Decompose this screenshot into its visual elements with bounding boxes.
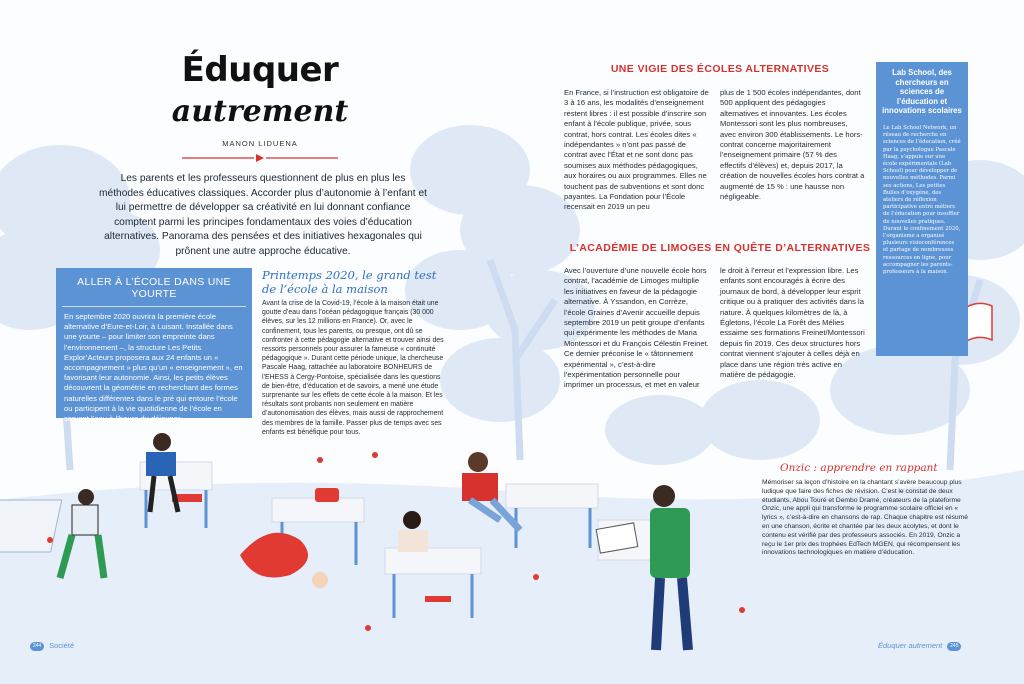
page-number-right: 245 — [947, 642, 961, 651]
onzic-title: Onzic : apprendre en rappant — [780, 462, 938, 474]
limoges-column-2: le droit à l’erreur et l’expression libre. Les enfants sont encouragés à écrire des journaux de bord, à développer leur esprit critique ou à pratiquer des activités dans la nature. À quelques kilomètres de là, à Égletons, l’école La Forêt des Mélies essaime ses formations Freinet/Montessori depuis fin 2019. Ces deux structures hors contrat viennent s’ajouter à celles déjà en place dans une région très active en matière de pédagogie. — [720, 266, 865, 380]
vigie-heading: UNE VIGIE DES ÉCOLES ALTERNATIVES — [610, 63, 830, 75]
yourte-sidebar-box — [56, 268, 252, 424]
labschool-sidebar-box — [876, 62, 968, 356]
section-label: Société — [49, 641, 75, 650]
folio-right — [878, 641, 964, 651]
intro-paragraph: Les parents et les professeurs questionnent de plus en plus les méthodes éducatives classiques. Accorder plus d’autonomie à l’enfant et lui permettre de développer sa créativité en lui donnant confiance comptent parmi les principes fondamentaux des voies d’éducation alternatives. Panorama des pensées et des initiatives hexagonales qui prônent une autre approche éducative. — [99, 173, 427, 257]
page-title-line1: Éduquer — [181, 50, 339, 90]
folio-left — [27, 641, 74, 651]
page-number-left: 244 — [30, 642, 44, 651]
vigie-column-2: plus de 1 500 écoles indépendantes, dont 500 appliquent des pédagogies alternatives et innovantes. Les écoles Montessori sont les plus nombreuses, avec environ 300 établissements. Le hors-contrat concerne majoritairement l’enseignement primaire (57 % des effectifs d’élèves) et, depuis 2017, la création de nouvelles écoles hors contrat a augmenté de 15 % : une hausse non négligeable. — [720, 88, 865, 202]
vigie-column-1: En France, si l’instruction est obligatoire de 3 à 16 ans, les modalités d’enseignement restent libres : il est possible d’inscrire son enfant à l’école publique, privée, sous contrat, hors contrat. Les écoles dites « indépendantes » n’ont pas passé de contrat avec l’État et ne sont donc pas soumises aux méthodes pédagogiques, aux horaires ou aux programmes. Elles ne touchent pas de subventions et sont donc payantes. La Fondation pour l’École recensait en 2019 un peu — [564, 88, 709, 212]
printemps-text: Avant la crise de la Covid-19, l’école à la maison était une goutte d’eau dans l’océan pédagogique français (30 000 élèves, sur les 12 millions en France). Or, avec le confinement, tous les parents, ou presque, ont dû se confronter à cette pédagogie alternative et trouver ainsi des ressorts personnels pour assurer la fameuse « continuité pédagogique ». Durant cette période unique, la chercheuse Pascale Haag, rattachée au laboratoire BONHEURS de l’EHESS à Cergy-Pontoise, spécialisée dans les questions de bien-être, d’éducation et de savoirs, a mené une étude surprenante sur les effets de cette école à la maison. Et les résultats sont probants non seulement en matière d’autonomisation des élèves, mais aussi de rapprochement des membres de la famille. Passer plus de temps avec ses enfants est bénéfique pour tous. — [262, 300, 444, 436]
limoges-column-1: Avec l’ouverture d’une nouvelle école hors contrat, l’académie de Limoges multiplie les initiatives en faveur de la pédagogie alternative. À Yssandon, en Corrèze, l’école Graines d’Avenir accueille depuis septembre 2019 un petit groupe d’enfants qui expérimente les méthodes de Maria Montessori et du François Célestin Freinet. Ce dernier préconise le « tâtonnement expérimental », c’est-à-dire l’expérimentation personnelle pour imprimer un processus, et met en valeur — [564, 266, 709, 390]
labschool-title: Lab School, des chercheurs en sciences de l’éducation et innovations scolaires — [882, 68, 962, 116]
limoges-heading: L’ACADÉMIE DE LIMOGES EN QUÊTE D’ALTERNATIVES — [569, 242, 871, 254]
yourte-text: En septembre 2020 ouvrira la première école alternative d’Eure-et-Loir, à Luisant. Installée dans une yourte – pour limiter son empreinte dans l’environnement –, la structure Les Petits Explor’Acteurs proposera aux 24 enfants un « accompagnement » plus qu’un « enseignement », en favorisant leur autonomie. Ainsi, les petits élèves découvrent la géométrie en recherchant des formes naturelles différentes dans le pré qui entoure l’école ou participent à la vie quotidienne de l’école en servant l’eau à l’heure du déjeuner. — [64, 312, 243, 424]
printemps-title: Printemps 2020, le grand test de l’école à la maison — [262, 268, 437, 296]
running-title: Éduquer autrement — [878, 641, 943, 650]
page-title-line2: autrement — [171, 94, 349, 129]
labschool-text: Le Lab School Network, un réseau de recherche en sciences de l’éducation, créé par la psychologue Pascale Haag, s’appuie sur une école expérimentale (Lab School) pour développer de nouvelles méthodes. Parmi ses actions, Les petites Bulles d’oxygène, des ateliers de réflexion participative entre métiers de l’éducation pour insuffler de nouvelles pratiques. Durant le confinement 2020, l’organisme a organisé plusieurs visioconférences et partage de nombreuses ressources en ligne, pour accompagner les parents-professeurs à la maison. — [883, 124, 961, 276]
author-byline: MANON LIDUENA — [222, 139, 298, 148]
onzic-text: Mémoriser sa leçon d’histoire en la chantant s’avère beaucoup plus ludique que faire des fiches de révision. C’est le constat de deux étudiants, Abou Touré et Dembo Dramé, créateurs de la plateforme Onzic, une appli qui transforme le programme scolaire officiel en « lyrics », c’est-à-dire en chansons de rap. Chaque chapitre est résumé en une chanson, écrite et chantée par les deux acolytes, et dont le contenu est vérifié par des professeurs associés. En 2019, Onzic a reçu le 1er prix des trophées EdTech MGEN, qui récompensent les innovations technologiques en matière d’éducation. — [762, 479, 968, 557]
yourte-title: ALLER À L’ÉCOLE DANS UNE YOURTE — [62, 268, 246, 307]
